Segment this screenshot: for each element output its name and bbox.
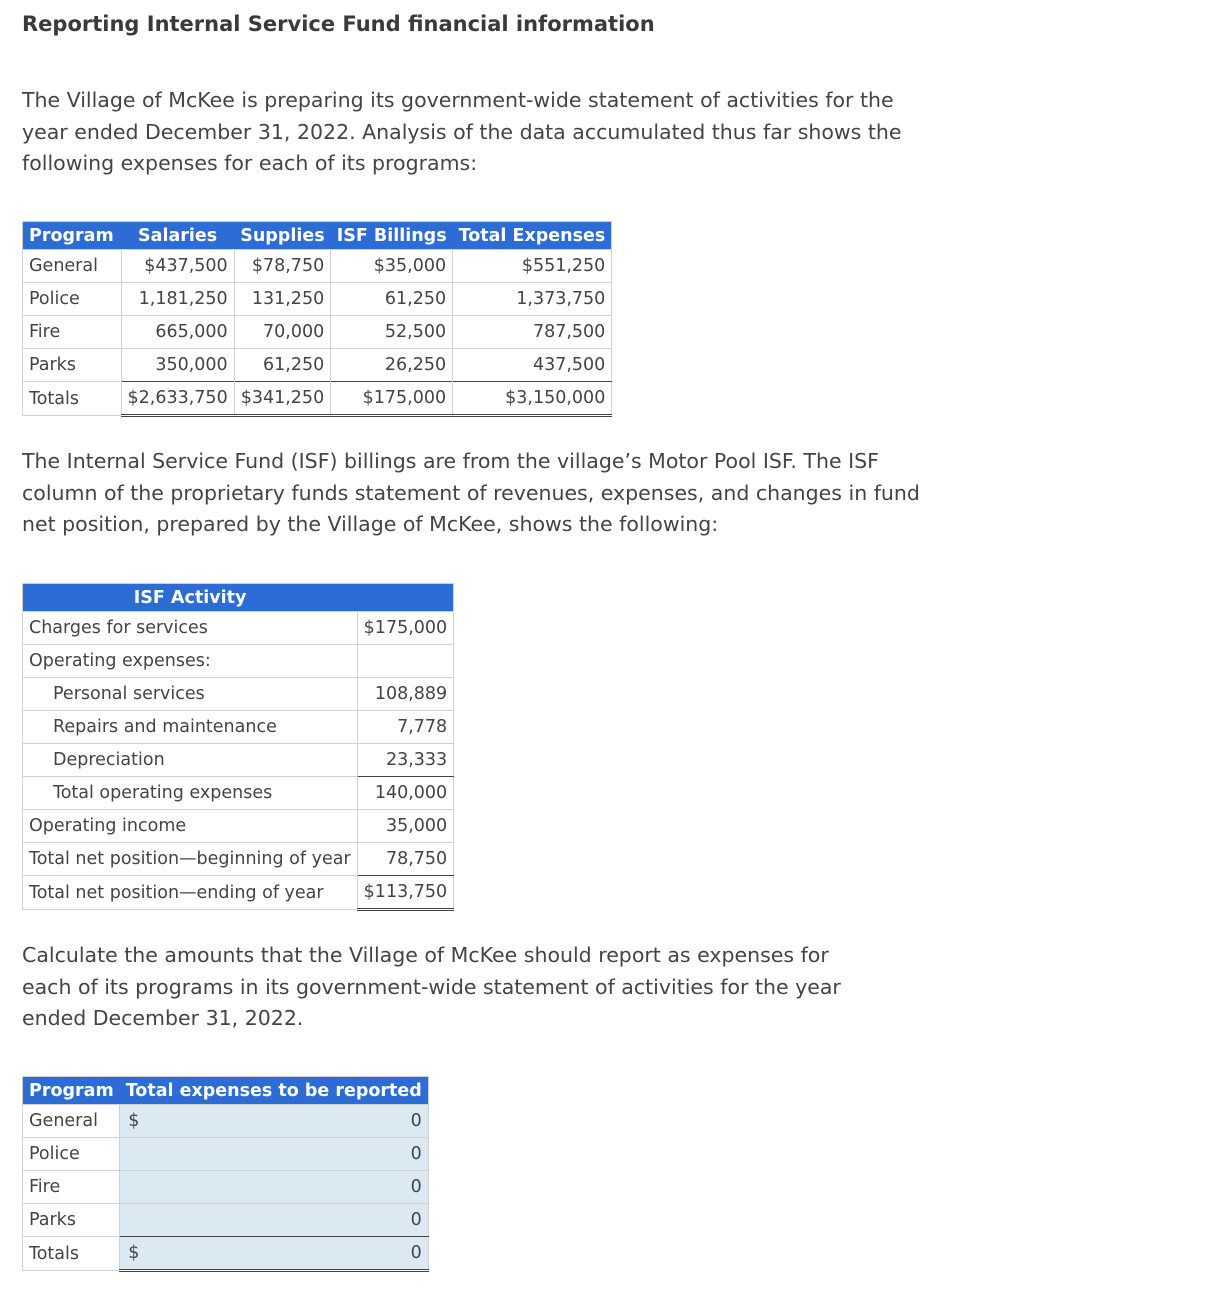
- column-header: Program: [23, 1077, 120, 1105]
- totals-expense-input[interactable]: [120, 1237, 429, 1271]
- program-cell: Police: [23, 283, 122, 316]
- general-expense-input[interactable]: [120, 1105, 429, 1138]
- table-row: [23, 810, 454, 843]
- isf-value-header: [357, 584, 454, 612]
- isf-value-cell: 7,778: [357, 711, 454, 744]
- isf-paragraph: The Internal Service Fund (ISF) billings are from the village’s Motor Pool ISF. The ISF column of the proprietary funds statement of revenues, expenses, and changes in fund net position, prepared by the Village of McKee, shows the following:: [22, 449, 920, 536]
- program-cell: Totals: [23, 382, 122, 416]
- supplies-cell: $78,750: [234, 250, 331, 283]
- page-title: Reporting Internal Service Fund financial information: [22, 12, 655, 36]
- table-row: [23, 1105, 429, 1138]
- totals-row: [23, 1237, 429, 1271]
- supplies-cell: 131,250: [234, 283, 331, 316]
- totals-row: [23, 382, 612, 416]
- program-cell: General: [23, 250, 122, 283]
- table-row: [23, 645, 454, 678]
- isf-label-cell: Personal services: [23, 678, 358, 711]
- input-value: 0: [410, 1177, 422, 1197]
- column-header: Salaries: [121, 222, 234, 250]
- isf-value-cell: [357, 645, 454, 678]
- input-value: 0: [410, 1144, 422, 1164]
- isf-label-cell: Total net position—beginning of year: [23, 843, 358, 876]
- table-header-row: [23, 1077, 429, 1105]
- table-row: [23, 1204, 429, 1237]
- program-cell: Totals: [23, 1237, 120, 1271]
- isf-value-cell: $113,750: [357, 876, 454, 910]
- total-expenses-cell: 437,500: [453, 349, 612, 382]
- program-cell: General: [23, 1105, 120, 1138]
- isf-value-cell: $175,000: [357, 612, 454, 645]
- program-expenses-table: [22, 221, 612, 417]
- table-row: [23, 777, 454, 810]
- isf-label-cell: Repairs and maintenance: [23, 711, 358, 744]
- parks-expense-input[interactable]: [120, 1204, 429, 1237]
- table-row: [23, 711, 454, 744]
- answer-table: [22, 1076, 429, 1272]
- table-row: [23, 283, 612, 316]
- input-value: 0: [410, 1111, 422, 1131]
- salaries-cell: 1,181,250: [121, 283, 234, 316]
- total-expenses-cell: 787,500: [453, 316, 612, 349]
- fire-expense-input[interactable]: [120, 1171, 429, 1204]
- input-value: 0: [410, 1243, 422, 1263]
- isf-billings-cell: 26,250: [331, 349, 453, 382]
- salaries-cell: 350,000: [121, 349, 234, 382]
- program-cell: Fire: [23, 316, 122, 349]
- salaries-cell: $437,500: [121, 250, 234, 283]
- salaries-cell: $2,633,750: [121, 382, 234, 416]
- input-value: 0: [410, 1210, 422, 1230]
- table-row: [23, 744, 454, 777]
- supplies-cell: 70,000: [234, 316, 331, 349]
- dollar-sign: $: [128, 1111, 140, 1131]
- total-expenses-cell: 1,373,750: [453, 283, 612, 316]
- dollar-sign: $: [128, 1243, 140, 1263]
- salaries-cell: 665,000: [121, 316, 234, 349]
- isf-billings-cell: 61,250: [331, 283, 453, 316]
- program-cell: Police: [23, 1138, 120, 1171]
- isf-billings-cell: $175,000: [331, 382, 453, 416]
- isf-label-cell: Charges for services: [23, 612, 358, 645]
- column-header: ISF Billings: [331, 222, 453, 250]
- supplies-cell: $341,250: [234, 382, 331, 416]
- column-header: Supplies: [234, 222, 331, 250]
- column-header: Total expenses to be reported: [120, 1077, 429, 1105]
- table-row: [23, 876, 454, 910]
- table-row: [23, 1138, 429, 1171]
- total-expenses-cell: $3,150,000: [453, 382, 612, 416]
- table-row: [23, 316, 612, 349]
- isf-value-cell: 35,000: [357, 810, 454, 843]
- isf-value-cell: 140,000: [357, 777, 454, 810]
- isf-activity-header: ISF Activity: [23, 584, 358, 612]
- table-row: [23, 843, 454, 876]
- table-row: [23, 612, 454, 645]
- column-header: Total Expenses: [453, 222, 612, 250]
- program-cell: Parks: [23, 1204, 120, 1237]
- total-expenses-cell: $551,250: [453, 250, 612, 283]
- table-row: [23, 1171, 429, 1204]
- column-header: Program: [23, 222, 122, 250]
- isf-billings-cell: 52,500: [331, 316, 453, 349]
- question-paragraph: Calculate the amounts that the Village of McKee should report as expenses for each of its programs in its government-wide statement of activities for the year ended December 31, 2022.: [22, 943, 841, 1030]
- table-header-row: [23, 222, 612, 250]
- isf-label-cell: Operating income: [23, 810, 358, 843]
- intro-paragraph: The Village of McKee is preparing its government-wide statement of activities for the year ended December 31, 2022. Analysis of the data accumulated thus far shows the following expenses for each of its programs:: [22, 88, 902, 175]
- supplies-cell: 61,250: [234, 349, 331, 382]
- isf-label-cell: Total net position—ending of year: [23, 876, 358, 910]
- isf-value-cell: 23,333: [357, 744, 454, 777]
- isf-activity-table: [22, 583, 454, 911]
- isf-label-cell: Total operating expenses: [23, 777, 358, 810]
- program-cell: Fire: [23, 1171, 120, 1204]
- program-cell: Parks: [23, 349, 122, 382]
- table-row: [23, 349, 612, 382]
- police-expense-input[interactable]: [120, 1138, 429, 1171]
- isf-value-cell: 108,889: [357, 678, 454, 711]
- isf-label-cell: Operating expenses:: [23, 645, 358, 678]
- isf-label-cell: Depreciation: [23, 744, 358, 777]
- table-header-row: [23, 584, 454, 612]
- table-row: [23, 250, 612, 283]
- table-row: [23, 678, 454, 711]
- isf-billings-cell: $35,000: [331, 250, 453, 283]
- isf-value-cell: 78,750: [357, 843, 454, 876]
